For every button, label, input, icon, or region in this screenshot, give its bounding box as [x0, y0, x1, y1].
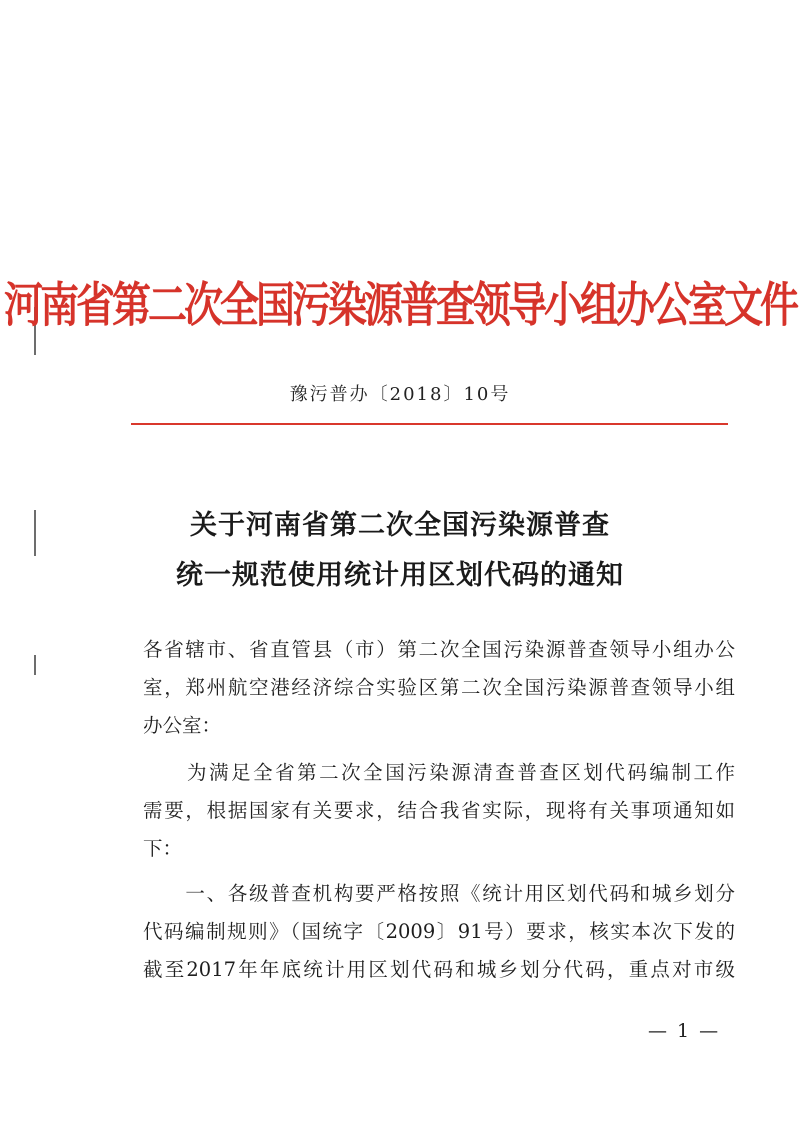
scan-edge-mark — [34, 655, 36, 675]
body-text-line: 室，郑州航空港经济综合实验区第二次全国污染源普查领导小组 — [143, 676, 735, 699]
document-header-title: 河南省第二次全国污染源普查领导小组办公室文件 — [3, 278, 796, 334]
body-text-line: 需要，根据国家有关要求，结合我省实际，现将有关事项通知如 — [143, 799, 735, 822]
notice-title-line-1: 关于河南省第二次全国污染源普查 — [190, 510, 610, 541]
page-number: — 1 — — [648, 1020, 721, 1042]
notice-title-line-2: 统一规范使用统计用区划代码的通知 — [176, 560, 624, 591]
body-text-line: 为满足全省第二次全国污染源清查普查区划代码编制工作 — [143, 761, 735, 784]
body-text-line: 办公室： — [143, 714, 222, 737]
document-number: 豫污普办〔2018〕10号 — [289, 384, 511, 405]
body-text-line: 各省辖市、省直管县（市）第二次全国污染源普查领导小组办公 — [143, 638, 735, 661]
header-divider — [131, 423, 728, 425]
body-text-line: 截至2017年年底统计用区划代码和城乡划分代码，重点对市级 — [143, 958, 735, 981]
body-text-line: 下： — [143, 837, 183, 860]
body-text-line: 一、各级普查机构要严格按照《统计用区划代码和城乡划分 — [143, 882, 735, 905]
body-text-line: 代码编制规则》（国统字〔2009〕91号）要求，核实本次下发的 — [143, 920, 735, 943]
